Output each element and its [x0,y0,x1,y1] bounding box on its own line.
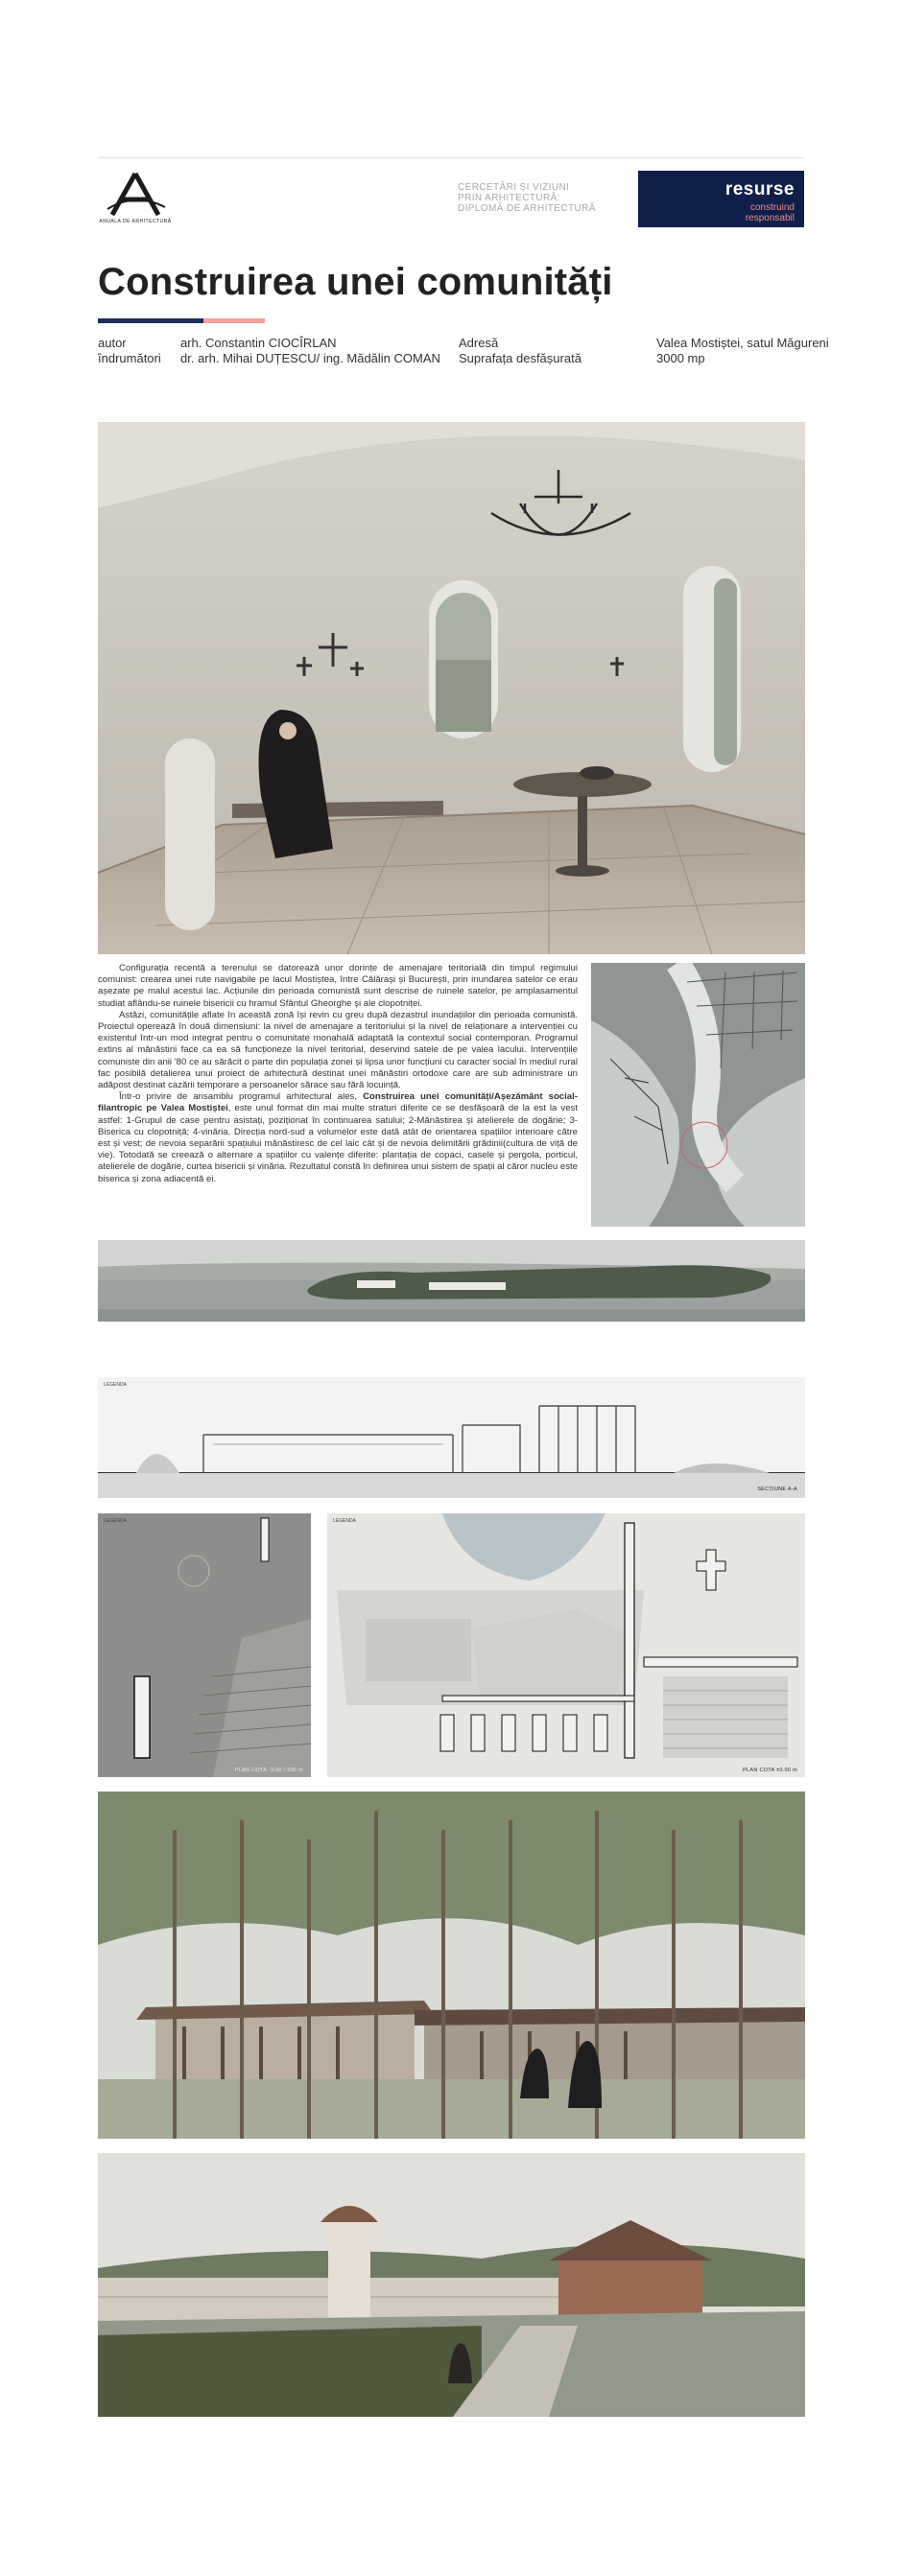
legend-title: LEGENDA [104,1518,127,1524]
title-bar-pink [203,318,265,323]
meta-labels-left [98,336,161,366]
courtyard-render [98,1791,805,2139]
paragraph-rest: , este unul format din mai multe straturi diferite ce se desfășoară de la est la vest astfel: 1-Grupul de case pentru asistați, poziționat în continuarea satului; 2-Mănăstirea și atelierele de dogărie; 3-Biserica cu clopotniță; 4-vinăria. Direcția nord-sud a volumelor este dată atât de orientarea spațiilor interioare către est și vest; de nevoia separării spațiului mănăstiresc de cel laic cât și de nevoia delimitării grădinii(cultura de viță de vie). Totodată se creează o alternare a spațiilor cu valențe diferite: plantația de copaci, casele și pergola, porticul, atelierele de dogărie, curtea bisericii și vinăria. Rezultatul constă în definirea unui sistem de spații al căror nucleu este biserica și zona adiacentă ei. [98,1103,579,1184]
plan2-label: PLAN COTA ±0.00 m [743,1768,797,1773]
area-value: 3000 mp [656,351,705,365]
meta-values-left [180,336,440,366]
brand-name: resurse [724,179,795,199]
description-text [98,963,578,1185]
meta-values-right [656,336,829,366]
series-line: CERCETĂRI ȘI VIZIUNI [458,182,570,193]
paragraph-lead: Într-o privire de ansamblu programul arhitectural ales, [119,1091,364,1103]
tutors-value: dr. arh. Mihai DUȚESCU/ ing. Mădălin COMAN [180,351,440,365]
plan-lower-level [98,1513,311,1777]
site-map [591,963,805,1227]
series-line: PRIN ARHITECTURĂ: [458,193,560,203]
legend-title: LEGENDA [104,1382,127,1388]
section-drawing [98,1377,805,1498]
paragraph [98,1091,578,1185]
series-title [458,182,596,214]
author-label: autor [98,336,127,350]
project-name-bold: Construirea unei comunități/Așezământ social-filantropic pe Valea Mostiștei [98,1091,578,1114]
section-label: SECȚIUNE A-A [757,1487,797,1492]
anuala-logo [98,171,173,230]
brand-tagline [746,202,795,223]
legend-title: LEGENDA [333,1518,356,1524]
interior-render [98,422,805,954]
series-line: DIPLOMĂ DE ARHITECTURĂ [458,203,596,214]
area-label: Suprafața desfășurată [459,351,582,365]
resurse-brand-block [638,171,804,227]
church-render [98,2153,805,2417]
paragraph: Astăzi, comunitățile aflate în această zonă își revin cu greu după dezastrul inundațiilor din perioada comunistă. Proiectul operează în două dimensiuni: la nivel de amenajare a teritoriului și la nivel de relaționare a intervenției cu existentul într-un mod integrat pentru o comunitate monahală adaptată la contextul social contemporan. Programul extins al mănăstirii face ca ea să funcționeze la nivel teritorial, deservind satele de pe valea lacului. Intervențiile comuniste din anii '80 ce au sărăcit o parte din populația zonei și lipsa unor funcțiuni cu caracter social în mediul rural fac posibilă detalierea unui proiect de arhitectură destinat unei mănăstiri ortodoxe care are sub administrare un adăpost destinat cazării temporare a persoanelor sărace sau fără locuință. [98,1009,578,1091]
plan1-label: PLAN COTA -3.00 / 200 m [234,1768,303,1773]
plan-ground-level [327,1513,805,1777]
paragraph: Configurația recentă a terenului se datorează unor dorințe de amenajare teritorială din timpul regimului comunist: crearea unei rute navigabile pe lacul Mostiștea, între Călărași și București, prin inundarea satelor ce erau așezate pe malul acestui lac. Acțiunile din perioada comunistă sunt descrise de ruinele satelor, pe amplasamentul studiat aflându-se ruinele bisericii cu hramul Sfântul Gheorghe și ale clopotniței. [98,963,578,1009]
top-divider [98,157,804,158]
tutors-label: îndrumători [98,351,161,365]
logo-caption: ANUALA DE ARHITECTURĂ [99,219,172,224]
meta-labels-right [459,336,582,366]
address-value: Valea Mostiștei, satul Măgureni [656,336,829,350]
lake-panorama [98,1240,805,1322]
brand-tagline-line: responsabil [745,213,795,223]
brand-tagline-line: construind [749,202,795,213]
author-value: arh. Constantin CIOCÎRLAN [180,336,337,350]
address-label: Adresă [459,336,499,350]
page-title: Construirea unei comunități [98,261,613,303]
title-bar-navy [98,318,203,323]
